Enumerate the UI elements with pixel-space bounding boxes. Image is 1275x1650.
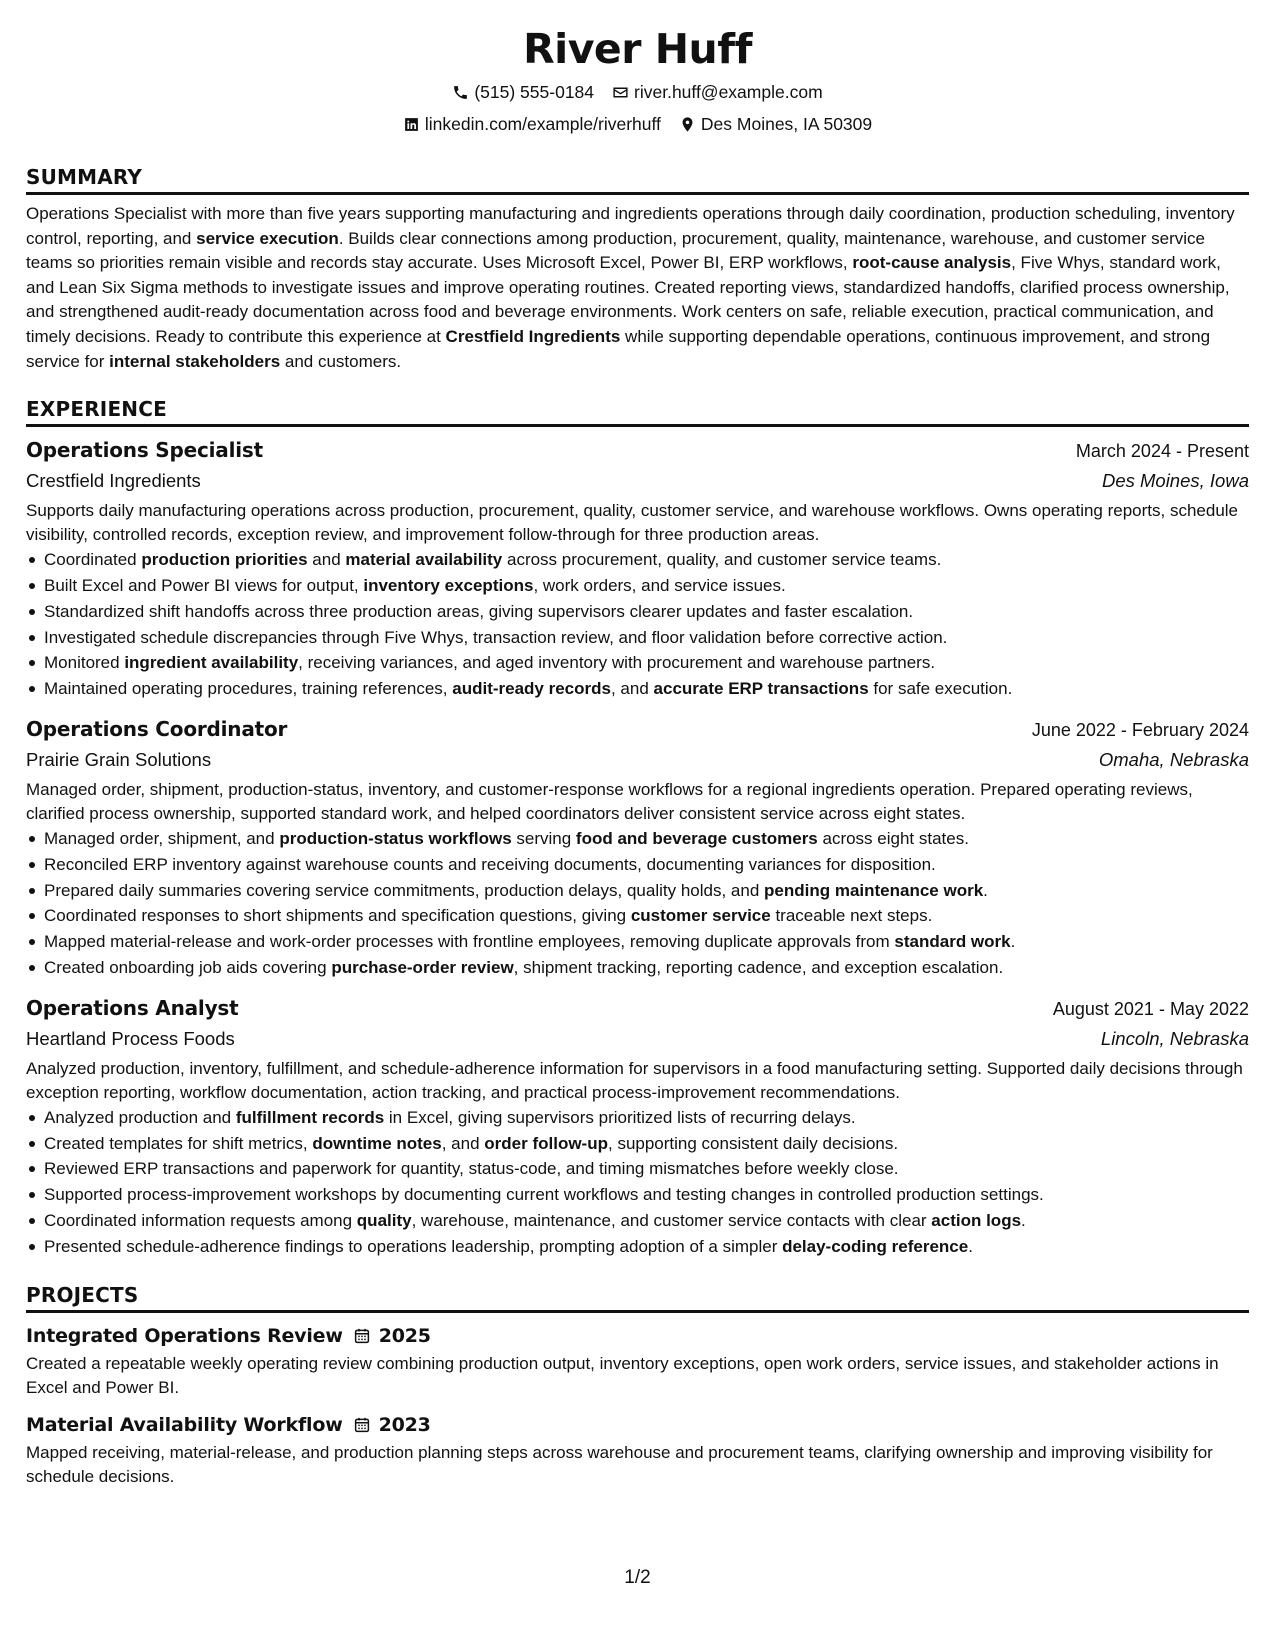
text-segment: Supported process-improvement workshops by documenting current workflows and testing changes in controlled production settings. bbox=[44, 1185, 1044, 1205]
summary-heading: SUMMARY bbox=[26, 164, 1249, 195]
text-segment: Mapped material-release and work-order processes with frontline employees, removing duplicate approvals from bbox=[44, 932, 895, 952]
job-title: Operations Analyst bbox=[26, 995, 239, 1020]
job-description bbox=[26, 778, 1249, 826]
bullet-item bbox=[26, 676, 1249, 702]
calendar-icon bbox=[353, 1416, 371, 1434]
job-entry bbox=[26, 714, 1249, 981]
phone-text: (515) 555-0184 bbox=[474, 82, 595, 102]
job-location: Lincoln, Nebraska bbox=[1100, 1027, 1249, 1049]
text-segment: Operations Specialist with more than five years supporting manufacturing and ingredients operations through daily coordination, production scheduling, inventory control, reporting, and bbox=[26, 204, 1235, 248]
contact-location bbox=[679, 112, 872, 136]
text-segment: Maintained operating procedures, training references, bbox=[44, 679, 453, 699]
job-company: Heartland Process Foods bbox=[26, 1027, 235, 1049]
projects-heading: PROJECTS bbox=[26, 1282, 1249, 1313]
bullet-item bbox=[26, 573, 1249, 599]
text-segment: and bbox=[307, 550, 346, 570]
emphasis-text: food and beverage customers bbox=[575, 828, 818, 848]
text-segment: , receiving variances, and aged inventory with procurement and warehouse partners. bbox=[298, 653, 936, 673]
text-segment: Supports daily manufacturing operations across production, procurement, quality, customer service, and warehouse workflows. Owns operating reports, schedule visibility, controlled records, exception review, and improvement follow-through for three production areas. bbox=[26, 501, 1239, 545]
text-segment: Standardized shift handoffs across three production areas, giving supervisors clearer updates and faster escalation. bbox=[44, 601, 914, 621]
bullet-item bbox=[26, 1182, 1249, 1208]
text-segment: , Five Whys, standard work, and Lean Six Sigma methods to investigate issues and improve operating routines. Created reporting views, standardized handoffs, clarified process ownership, and strengthened audit-ready documentation across food and beverage environments. Work centers on safe, reliable execution, practical communication, and timely decisions. Ready to contribute this experience at bbox=[26, 253, 1230, 346]
text-segment: , and bbox=[610, 679, 654, 699]
job-subheader bbox=[26, 466, 1249, 496]
emphasis-text: material availability bbox=[345, 550, 503, 570]
resume-page bbox=[26, 22, 1249, 1489]
contact-phone bbox=[452, 80, 594, 104]
emphasis-text: accurate ERP transactions bbox=[653, 679, 869, 699]
bullet-item bbox=[26, 547, 1249, 573]
text-segment: Managed order, shipment, production-status, inventory, and customer-response workflows for a regional ingredients operation. Prepared operating reviews, clarified process ownership, supported standard work, and helped coordinators deliver consistent service across eight states. bbox=[26, 779, 1193, 823]
email-text: river.huff@example.com bbox=[634, 82, 823, 102]
emphasis-text: pending maintenance work bbox=[764, 880, 984, 900]
experience-list bbox=[26, 435, 1249, 1259]
text-segment: Created onboarding job aids covering bbox=[44, 957, 332, 977]
text-segment: across eight states. bbox=[817, 828, 969, 848]
text-segment: in Excel, giving supervisors prioritized lists of recurring delays. bbox=[384, 1107, 856, 1127]
text-segment: , supporting consistent daily decisions. bbox=[608, 1133, 899, 1153]
contact-row-secondary bbox=[26, 112, 1249, 136]
job-title: Operations Coordinator bbox=[26, 716, 288, 741]
text-segment: serving bbox=[511, 828, 576, 848]
job-dates: August 2021 - May 2022 bbox=[1052, 998, 1249, 1019]
job-header bbox=[26, 993, 1249, 1024]
contact-email[interactable] bbox=[612, 80, 823, 104]
experience-heading: EXPERIENCE bbox=[26, 396, 1249, 427]
text-segment: and customers. bbox=[280, 351, 402, 371]
emphasis-text: delay-coding reference bbox=[782, 1236, 969, 1256]
text-segment: , warehouse, maintenance, and customer service contacts with clear bbox=[411, 1210, 932, 1230]
emphasis-text: production-status workflows bbox=[279, 828, 512, 848]
text-segment: Built Excel and Power BI views for output, bbox=[44, 575, 364, 595]
emphasis-text: root-cause analysis bbox=[852, 253, 1012, 273]
text-segment: for safe execution. bbox=[868, 679, 1013, 699]
text-segment: across procurement, quality, and customer service teams. bbox=[502, 550, 942, 570]
text-segment: Presented schedule-adherence findings to operations leadership, prompting adoption of a simpler bbox=[44, 1236, 783, 1256]
job-company: Prairie Grain Solutions bbox=[26, 748, 212, 770]
job-bullets bbox=[26, 1105, 1249, 1260]
bullet-item bbox=[26, 1156, 1249, 1182]
bullet-item bbox=[26, 878, 1249, 904]
emphasis-text: fulfillment records bbox=[235, 1107, 385, 1127]
emphasis-text: audit-ready records bbox=[452, 679, 611, 699]
emphasis-text: ingredient availability bbox=[124, 653, 299, 673]
job-location: Des Moines, Iowa bbox=[1101, 470, 1249, 492]
project-description: Mapped receiving, material-release, and production planning steps across warehouse and procurement teams, clarifying ownership and improving visibility for schedule decisions. bbox=[26, 1442, 1213, 1486]
bullet-item bbox=[26, 1105, 1249, 1131]
bullet-item bbox=[26, 1131, 1249, 1157]
project-description: Created a repeatable weekly operating review combining production output, inventory exceptions, open work orders, service issues, and stakeholder actions in Excel and Power BI. bbox=[26, 1353, 1219, 1397]
text-segment: Managed order, shipment, and bbox=[44, 828, 280, 848]
emphasis-text: production priorities bbox=[141, 550, 308, 570]
text-segment: Reconciled ERP inventory against warehouse counts and receiving documents, documenting variances for disposition. bbox=[44, 854, 936, 874]
job-bullets bbox=[26, 547, 1249, 702]
project-header bbox=[26, 1321, 1249, 1351]
emphasis-text: action logs bbox=[931, 1210, 1022, 1230]
page-number: 1/2 bbox=[624, 1567, 651, 1588]
text-segment: while supporting dependable operations, continuous improvement, and strong service for bbox=[26, 326, 1211, 371]
text-segment: traceable next steps. bbox=[770, 906, 933, 926]
text-segment: Analyzed production and bbox=[44, 1107, 236, 1127]
project-list bbox=[26, 1321, 1249, 1489]
emphasis-text: inventory exceptions bbox=[363, 575, 534, 595]
job-entry bbox=[26, 435, 1249, 702]
job-description bbox=[26, 1057, 1249, 1105]
bullet-item bbox=[26, 599, 1249, 625]
contact-row-primary bbox=[26, 80, 1249, 104]
linkedin-text: linkedin.com/example/riverhuff bbox=[424, 114, 661, 134]
text-segment: Reviewed ERP transactions and paperwork for quantity, status-code, and timing mismatches before weekly close. bbox=[44, 1159, 899, 1179]
text-segment: Investigated schedule discrepancies through Five Whys, transaction review, and floor validation before corrective action. bbox=[44, 627, 948, 647]
job-header bbox=[26, 435, 1249, 466]
emphasis-text: Crestfield Ingredients bbox=[445, 326, 621, 346]
emphasis-text: service execution bbox=[196, 228, 339, 248]
bullet-item bbox=[26, 625, 1249, 651]
text-segment: Coordinated bbox=[44, 550, 142, 570]
project-year-text: 2025 bbox=[378, 1324, 431, 1347]
job-title: Operations Specialist bbox=[26, 438, 263, 463]
linkedin-icon bbox=[403, 116, 420, 133]
project-year bbox=[353, 1321, 431, 1351]
job-dates: March 2024 - Present bbox=[1075, 441, 1249, 462]
job-company: Crestfield Ingredients bbox=[26, 470, 201, 492]
summary-text bbox=[26, 202, 1249, 374]
text-segment: . bbox=[1010, 932, 1016, 952]
text-segment: Prepared daily summaries covering service commitments, production delays, quality holds, and bbox=[44, 880, 764, 900]
project-title: Material Availability Workflow bbox=[26, 1413, 343, 1436]
text-segment: . Builds clear connections among production, procurement, quality, maintenance, warehouse, and customer service teams so priorities remain visible and records stay accurate. Uses Microsoft Excel, Power BI, ERP workflows, bbox=[26, 228, 1206, 273]
text-segment: , and bbox=[441, 1133, 485, 1153]
emphasis-text: order follow-up bbox=[484, 1133, 608, 1153]
text-segment: Created templates for shift metrics, bbox=[44, 1133, 313, 1153]
job-subheader bbox=[26, 745, 1249, 775]
bullet-item bbox=[26, 826, 1249, 852]
job-entry bbox=[26, 993, 1249, 1260]
text-segment: . bbox=[968, 1236, 973, 1256]
job-header bbox=[26, 714, 1249, 745]
emphasis-text: quality bbox=[356, 1210, 412, 1230]
text-segment: . bbox=[1021, 1210, 1026, 1230]
project-entry bbox=[26, 1321, 1249, 1400]
job-dates: June 2022 - February 2024 bbox=[1031, 719, 1249, 740]
emphasis-text: standard work bbox=[894, 932, 1011, 952]
bullet-item bbox=[26, 852, 1249, 878]
bullet-item bbox=[26, 1234, 1249, 1260]
map-pin-icon bbox=[679, 116, 696, 133]
emphasis-text: customer service bbox=[630, 906, 771, 926]
text-segment: Coordinated responses to short shipments and specification questions, giving bbox=[44, 906, 631, 926]
location-text: Des Moines, IA 50309 bbox=[700, 114, 873, 134]
emphasis-text: downtime notes bbox=[312, 1133, 442, 1153]
job-description bbox=[26, 499, 1249, 547]
text-segment: , work orders, and service issues. bbox=[533, 575, 786, 595]
bullet-item bbox=[26, 903, 1249, 929]
project-year-text: 2023 bbox=[378, 1413, 431, 1436]
bullet-item bbox=[26, 650, 1249, 676]
text-segment: Monitored bbox=[44, 653, 125, 673]
text-segment: Coordinated information requests among bbox=[44, 1210, 357, 1230]
job-bullets bbox=[26, 826, 1249, 981]
job-location: Omaha, Nebraska bbox=[1098, 748, 1249, 770]
phone-icon bbox=[452, 84, 469, 101]
emphasis-text: internal stakeholders bbox=[109, 351, 281, 371]
bullet-item bbox=[26, 929, 1249, 955]
project-entry bbox=[26, 1410, 1249, 1489]
bullet-item bbox=[26, 1208, 1249, 1234]
project-year bbox=[353, 1410, 431, 1440]
project-title: Integrated Operations Review bbox=[26, 1324, 343, 1347]
job-subheader bbox=[26, 1024, 1249, 1054]
project-header bbox=[26, 1410, 1249, 1440]
candidate-name: River Huff bbox=[523, 25, 752, 73]
text-segment: , shipment tracking, reporting cadence, and exception escalation. bbox=[513, 957, 1004, 977]
bullet-item bbox=[26, 955, 1249, 981]
envelope-icon bbox=[612, 84, 629, 101]
contact-linkedin[interactable] bbox=[403, 112, 661, 136]
text-segment: . bbox=[983, 880, 988, 900]
emphasis-text: purchase-order review bbox=[331, 957, 514, 977]
calendar-icon bbox=[353, 1327, 371, 1345]
text-segment: Analyzed production, inventory, fulfillment, and schedule-adherence information for supervisors in a food manufacturing setting. Supported daily decisions through exception reporting, workflow documentation, action tracking, and practical process-improvement recommendations. bbox=[26, 1058, 1243, 1102]
